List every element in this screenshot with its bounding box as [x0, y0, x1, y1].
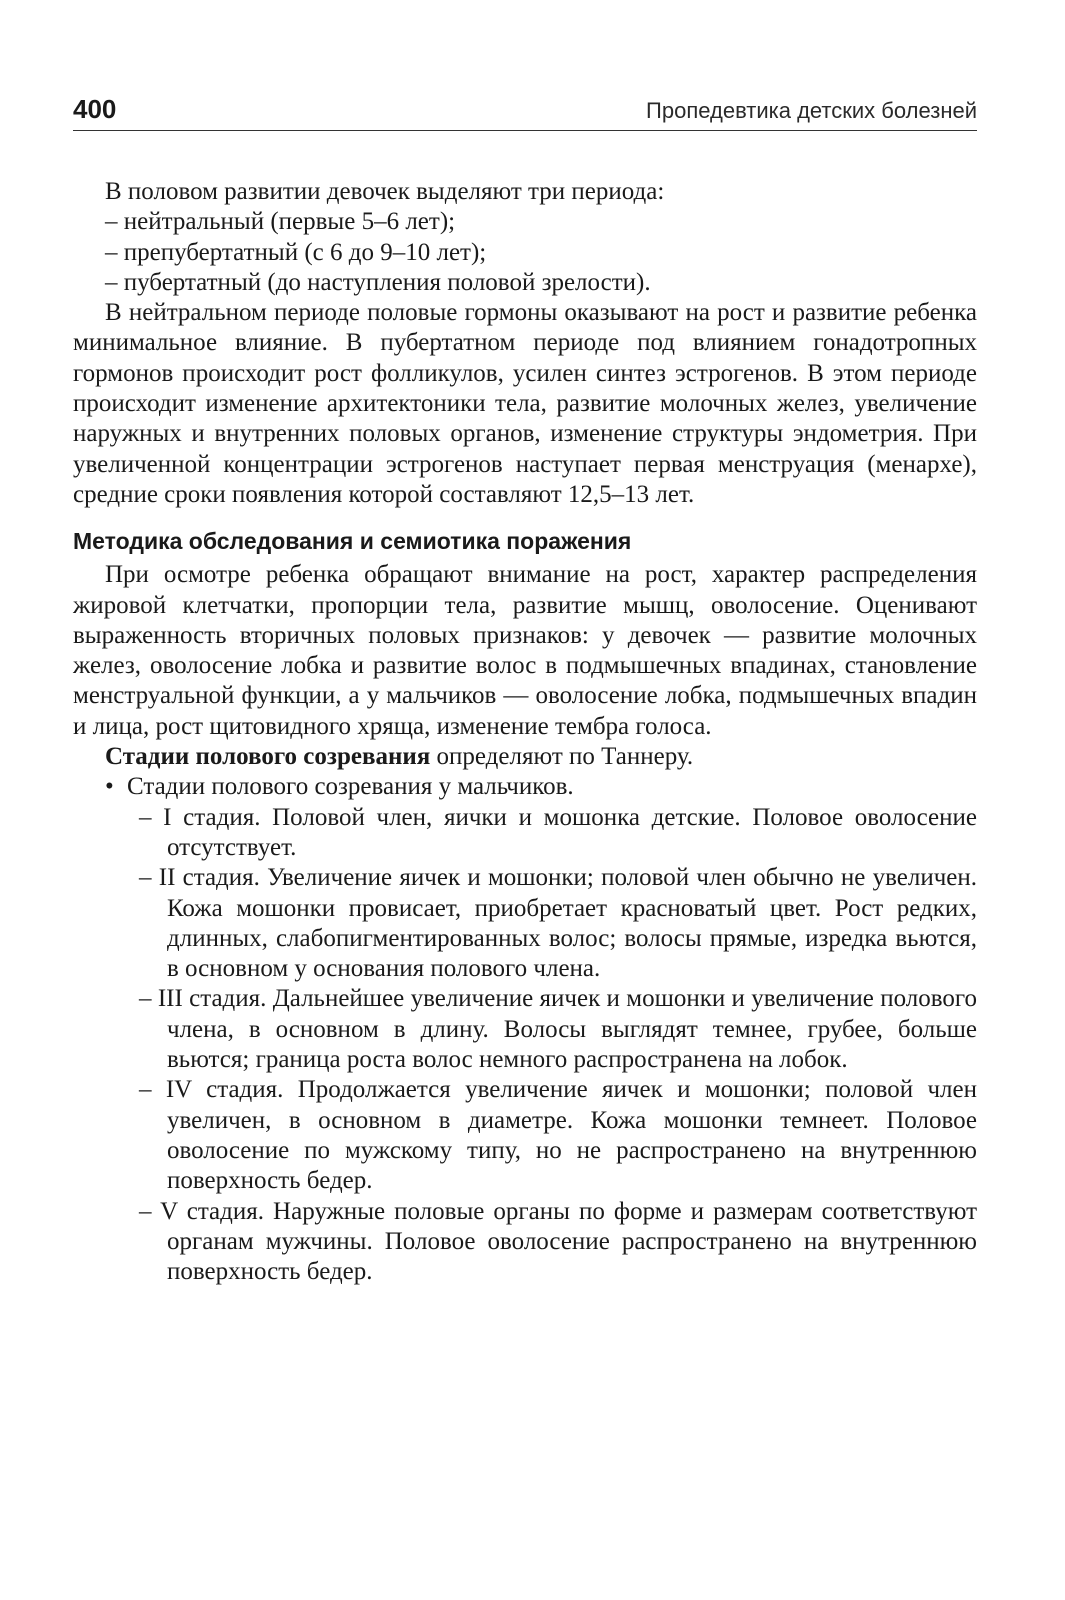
stage-item-2: – II стадия. Увеличение яичек и мошонки; половой член обычно не увеличен. Кожа мошонки провисает, приобретает красноватый цвет. Рост редких, длинных, слабопигментированных волос; волосы прямые, изредка вьются, в основном у основания полового члена.: [139, 864, 977, 983]
period-item-prepubertal: – препубертатный (с 6 до 9–10 лет);: [105, 238, 487, 266]
section-paragraph: При осмотре ребенка обращают внимание на рост, характер распределения жировой клетчатки, пропорции тела, развитие мышц, оволосение. Оценивают выраженность вторичных половых признаков: у девочек — развитие молочных желез, оволосение лобка и развитие волос в подмышечных впадинах, становление менструальной функции, а у мальчиков — оволосение лобка, подмышечных впадин и лица, рост щитовидного хряща, изменение тембра голоса.: [73, 561, 977, 740]
tanner-rest: определяют по Таннеру.: [430, 743, 694, 771]
bullet-icon: •: [105, 773, 114, 801]
intro-lead: В половом развитии девочек выделяют три периода:: [105, 178, 665, 205]
stage-item-4: – IV стадия. Продолжается увеличение яичек и мошонки; половой член увеличен, в основном в диаметре. Кожа мошонки темнеет. Половое оволосение по мужскому типу, но не распространено на внутреннюю поверхность бедер.: [139, 1076, 977, 1195]
stage-item-1: – I стадия. Половой член, яички и мошонка детские. Половое оволосение отсутствует.: [139, 803, 977, 861]
bullet-item-text: Стадии полового созревания у мальчиков.: [127, 773, 574, 801]
page-body: [73, 177, 977, 1287]
intro-paragraph: В нейтральном периоде половые гормоны оказывают на рост и развитие ребенка минимальное влияние. В пубертатном периоде под влиянием гонадотропных гормонов происходит рост фолликулов, усилен синтез эстрогенов. В этом периоде происходит изменение архитектоники тела, развитие молочных желез, увеличение наружных и внутренних половых органов, изменение структуры эндометрия. При увеличенной концентрации эстрогенов наступает первая менструация (менархе), средние сроки появления которой составляют 12,5–13 лет.: [73, 299, 977, 508]
stage-item-5: – V стадия. Наружные половые органы по форме и размерам соответствуют органам мужчины. Половое оволосение распространено на внутреннюю поверхность бедер.: [139, 1197, 977, 1286]
tanner-bold-term: Стадии полового созревания: [105, 743, 431, 771]
period-item-pubertal: – пубертатный (до наступления половой зрелости).: [105, 268, 651, 296]
page-number: 400: [73, 94, 117, 124]
bullet-item-boys: [73, 772, 977, 802]
period-item-neutral: – нейтральный (первые 5–6 лет);: [105, 208, 456, 236]
running-title: Пропедевтика детских болезней: [646, 98, 977, 123]
running-head: [73, 96, 977, 131]
tanner-line: [73, 742, 977, 772]
book-page: [73, 96, 977, 1287]
section-heading: Методика обследования и семиотика поражения: [73, 528, 632, 555]
stage-item-3: – III стадия. Дальнейшее увеличение яичек и мошонки и увеличение полового члена, в основном в длину. Волосы выглядят темнее, грубее, больше вьются; граница роста волос немного распространена на лобок.: [139, 985, 977, 1074]
